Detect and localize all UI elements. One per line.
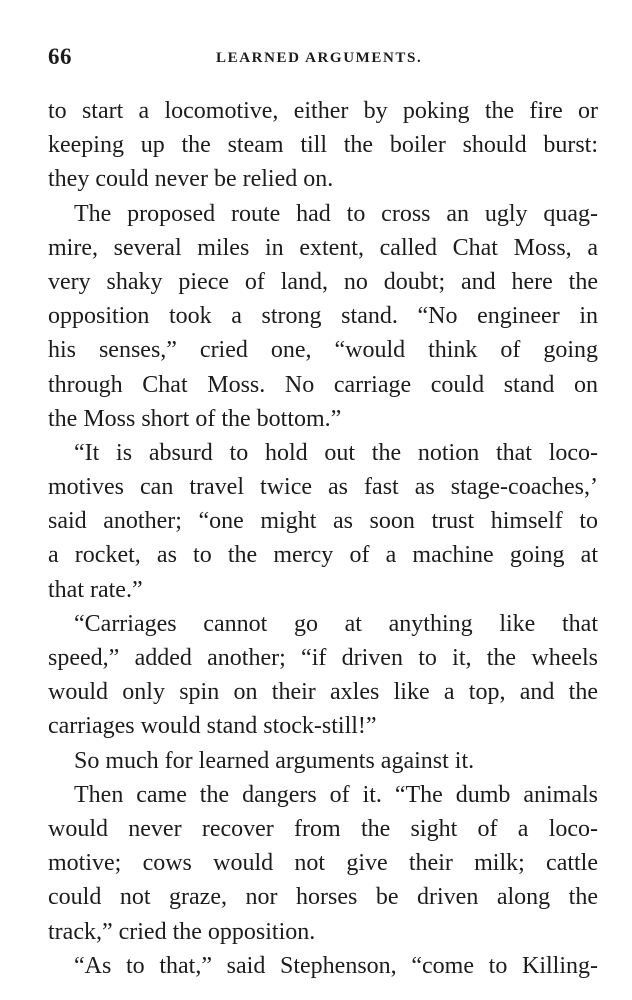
text-line: opposition took a strong stand. “No engineer in	[48, 303, 598, 330]
page-number: 66	[48, 44, 72, 69]
text-line: motives can travel twice as fast as stage-coaches,’	[48, 474, 598, 501]
body-text	[48, 94, 598, 983]
text-line: the Moss short of the bottom.”	[48, 405, 342, 432]
text-line: “As to that,” said Stephenson, “come to Killing-	[74, 952, 598, 979]
text-line: would never recover from the sight of a loco-	[48, 815, 598, 842]
text-line: said another; “one might as soon trust himself to	[48, 508, 598, 535]
text-line: they could never be relied on.	[48, 166, 334, 193]
running-head: LEARNED ARGUMENTS.	[216, 50, 423, 66]
text-line: “Carriages cannot go at anything like that	[74, 610, 598, 637]
text-line: through Chat Moss. No carriage could stand on	[48, 371, 598, 398]
text-line: his senses,” cried one, “would think of going	[48, 337, 598, 364]
text-line: would only spin on their axles like a top, and the	[48, 679, 598, 706]
text-line: So much for learned arguments against it.	[74, 747, 475, 774]
text-line: to start a locomotive, either by poking the fire or	[48, 98, 598, 124]
text-line: Then came the dangers of it. “The dumb animals	[74, 781, 598, 808]
text-line: carriages would stand stock-still!”	[48, 713, 377, 740]
text-line: keeping up the steam till the boiler should burst:	[48, 132, 598, 159]
text-line: track,” cried the opposition.	[48, 918, 316, 945]
text-line: motive; cows would not give their milk; cattle	[48, 850, 598, 877]
text-line: could not graze, nor horses be driven along the	[48, 884, 598, 911]
text-line: The proposed route had to cross an ugly quag-	[74, 200, 598, 227]
text-line: that rate.”	[48, 576, 143, 603]
page-header	[48, 44, 598, 78]
text-line: mire, several miles in extent, called Chat Moss, a	[48, 234, 598, 261]
text-line: “It is absurd to hold out the notion that loco-	[74, 439, 598, 466]
text-line: speed,” added another; “if driven to it, the wheels	[48, 645, 598, 671]
text-line: very shaky piece of land, no doubt; and here the	[48, 268, 598, 295]
text-line: a rocket, as to the mercy of a machine going at	[48, 542, 598, 569]
